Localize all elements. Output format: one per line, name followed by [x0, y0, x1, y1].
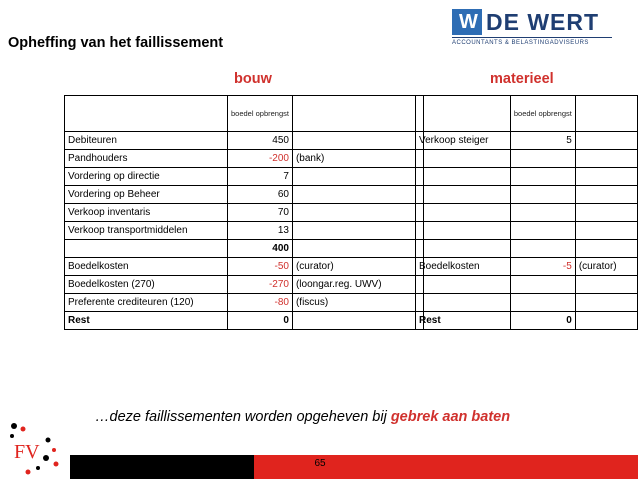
header-note-cell: [292, 96, 423, 132]
row-note: [292, 312, 423, 330]
row-value: 400: [228, 240, 293, 258]
table-row: [416, 132, 638, 150]
page-title: Opheffing van het faillissement: [8, 35, 224, 51]
de-wert-logo: [452, 9, 612, 53]
table-row: [65, 132, 424, 150]
row-note: [292, 168, 423, 186]
row-note: (loongar.reg. UWV): [292, 276, 423, 294]
row-note: (bank): [292, 150, 423, 168]
row-note: (curator): [292, 258, 423, 276]
row-label: [416, 276, 511, 294]
bouw-table: [64, 95, 424, 330]
row-value: [510, 168, 575, 186]
footnote-highlight: gebrek aan baten: [390, 409, 511, 425]
page-number: 65: [314, 458, 326, 469]
logo-name: DE WERT: [486, 9, 600, 35]
row-note: [575, 222, 637, 240]
row-note: [575, 312, 637, 330]
row-label: [65, 240, 228, 258]
row-label: [416, 294, 511, 312]
fv-dot: [36, 466, 40, 470]
row-label: Rest: [65, 312, 228, 330]
footnote-text: …deze faillissementen worden opgeheven bij: [95, 409, 391, 425]
materieel-table: [415, 95, 638, 330]
row-value: 0: [510, 312, 575, 330]
row-label: Verkoop steiger: [416, 132, 511, 150]
fv-dot: [46, 438, 51, 443]
row-label: [416, 240, 511, 258]
row-note: [575, 132, 637, 150]
table-row: [65, 222, 424, 240]
row-note: [575, 186, 637, 204]
row-value: 70: [228, 204, 293, 222]
row-note: [575, 276, 637, 294]
row-value: 0: [228, 312, 293, 330]
header-note-cell: [575, 96, 637, 132]
row-value: -270: [228, 276, 293, 294]
table-row: [65, 204, 424, 222]
logo-rule: [452, 37, 612, 38]
table-row: [416, 276, 638, 294]
row-label: Vordering op directie: [65, 168, 228, 186]
row-note: [292, 132, 423, 150]
row-note: [292, 186, 423, 204]
row-note: [575, 204, 637, 222]
row-value: [510, 276, 575, 294]
row-label: Debiteuren: [65, 132, 228, 150]
row-label: Pandhouders: [65, 150, 228, 168]
row-value: [510, 222, 575, 240]
row-note: (curator): [575, 258, 637, 276]
fv-dot: [10, 434, 14, 438]
table-row: [416, 186, 638, 204]
row-note: [575, 294, 637, 312]
fv-dot: [11, 423, 17, 429]
table-row: [65, 258, 424, 276]
row-label: Rest: [416, 312, 511, 330]
fv-dot: [21, 427, 26, 432]
row-value: [510, 186, 575, 204]
table-header-row: [65, 96, 424, 132]
footnote: [95, 409, 510, 425]
row-label: Preferente crediteuren (120): [65, 294, 228, 312]
row-note: [575, 168, 637, 186]
table-row: [65, 294, 424, 312]
row-note: (fiscus): [292, 294, 423, 312]
row-value: [510, 204, 575, 222]
row-value: -5: [510, 258, 575, 276]
fv-logo: [8, 420, 68, 476]
table-row: [65, 276, 424, 294]
row-label: [416, 186, 511, 204]
section-heading-bouw: bouw: [234, 71, 272, 87]
table-row: [416, 204, 638, 222]
row-value: -200: [228, 150, 293, 168]
row-label: Boedelkosten (270): [65, 276, 228, 294]
table-header-row: [416, 96, 638, 132]
row-value: 450: [228, 132, 293, 150]
table-row: [416, 312, 638, 330]
row-value: 7: [228, 168, 293, 186]
table-row: [65, 312, 424, 330]
table-row: [65, 150, 424, 168]
fv-dot: [26, 470, 31, 475]
row-value: [510, 240, 575, 258]
table-row: [416, 294, 638, 312]
row-value: [510, 294, 575, 312]
table-row: [416, 222, 638, 240]
row-note: [575, 150, 637, 168]
row-value: -80: [228, 294, 293, 312]
row-value: 60: [228, 186, 293, 204]
row-label: [416, 204, 511, 222]
row-label: Verkoop inventaris: [65, 204, 228, 222]
row-label: Boedelkosten: [65, 258, 228, 276]
row-note: [292, 204, 423, 222]
row-note: [292, 222, 423, 240]
row-value: 5: [510, 132, 575, 150]
fv-logo-text: FV: [14, 441, 40, 463]
row-label: [416, 150, 511, 168]
column-header: boedel opbrengst: [510, 96, 575, 132]
row-label: [416, 168, 511, 186]
header-label-cell: [65, 96, 228, 132]
table-row: [416, 168, 638, 186]
header-label-cell: [416, 96, 511, 132]
row-note: [292, 240, 423, 258]
row-label: Vordering op Beheer: [65, 186, 228, 204]
row-label: Verkoop transportmiddelen: [65, 222, 228, 240]
table-row: [416, 150, 638, 168]
table-row: [416, 258, 638, 276]
logo-subtitle: ACCOUNTANTS & BELASTINGADVISEURS: [452, 40, 589, 46]
footer-bar-black: [70, 455, 254, 479]
row-label: Boedelkosten: [416, 258, 511, 276]
section-heading-materieel: materieel: [490, 71, 554, 87]
column-header: boedel opbrengst: [228, 96, 293, 132]
fv-dot: [43, 455, 49, 461]
row-label: [416, 222, 511, 240]
table-row: [65, 186, 424, 204]
row-value: 13: [228, 222, 293, 240]
table-row: [65, 168, 424, 186]
table-row: [65, 240, 424, 258]
table-row: [416, 240, 638, 258]
fv-dot: [52, 448, 56, 452]
row-value: -50: [228, 258, 293, 276]
fv-dot: [54, 462, 59, 467]
logo-mark: W: [452, 9, 482, 35]
row-note: [575, 240, 637, 258]
row-value: [510, 150, 575, 168]
